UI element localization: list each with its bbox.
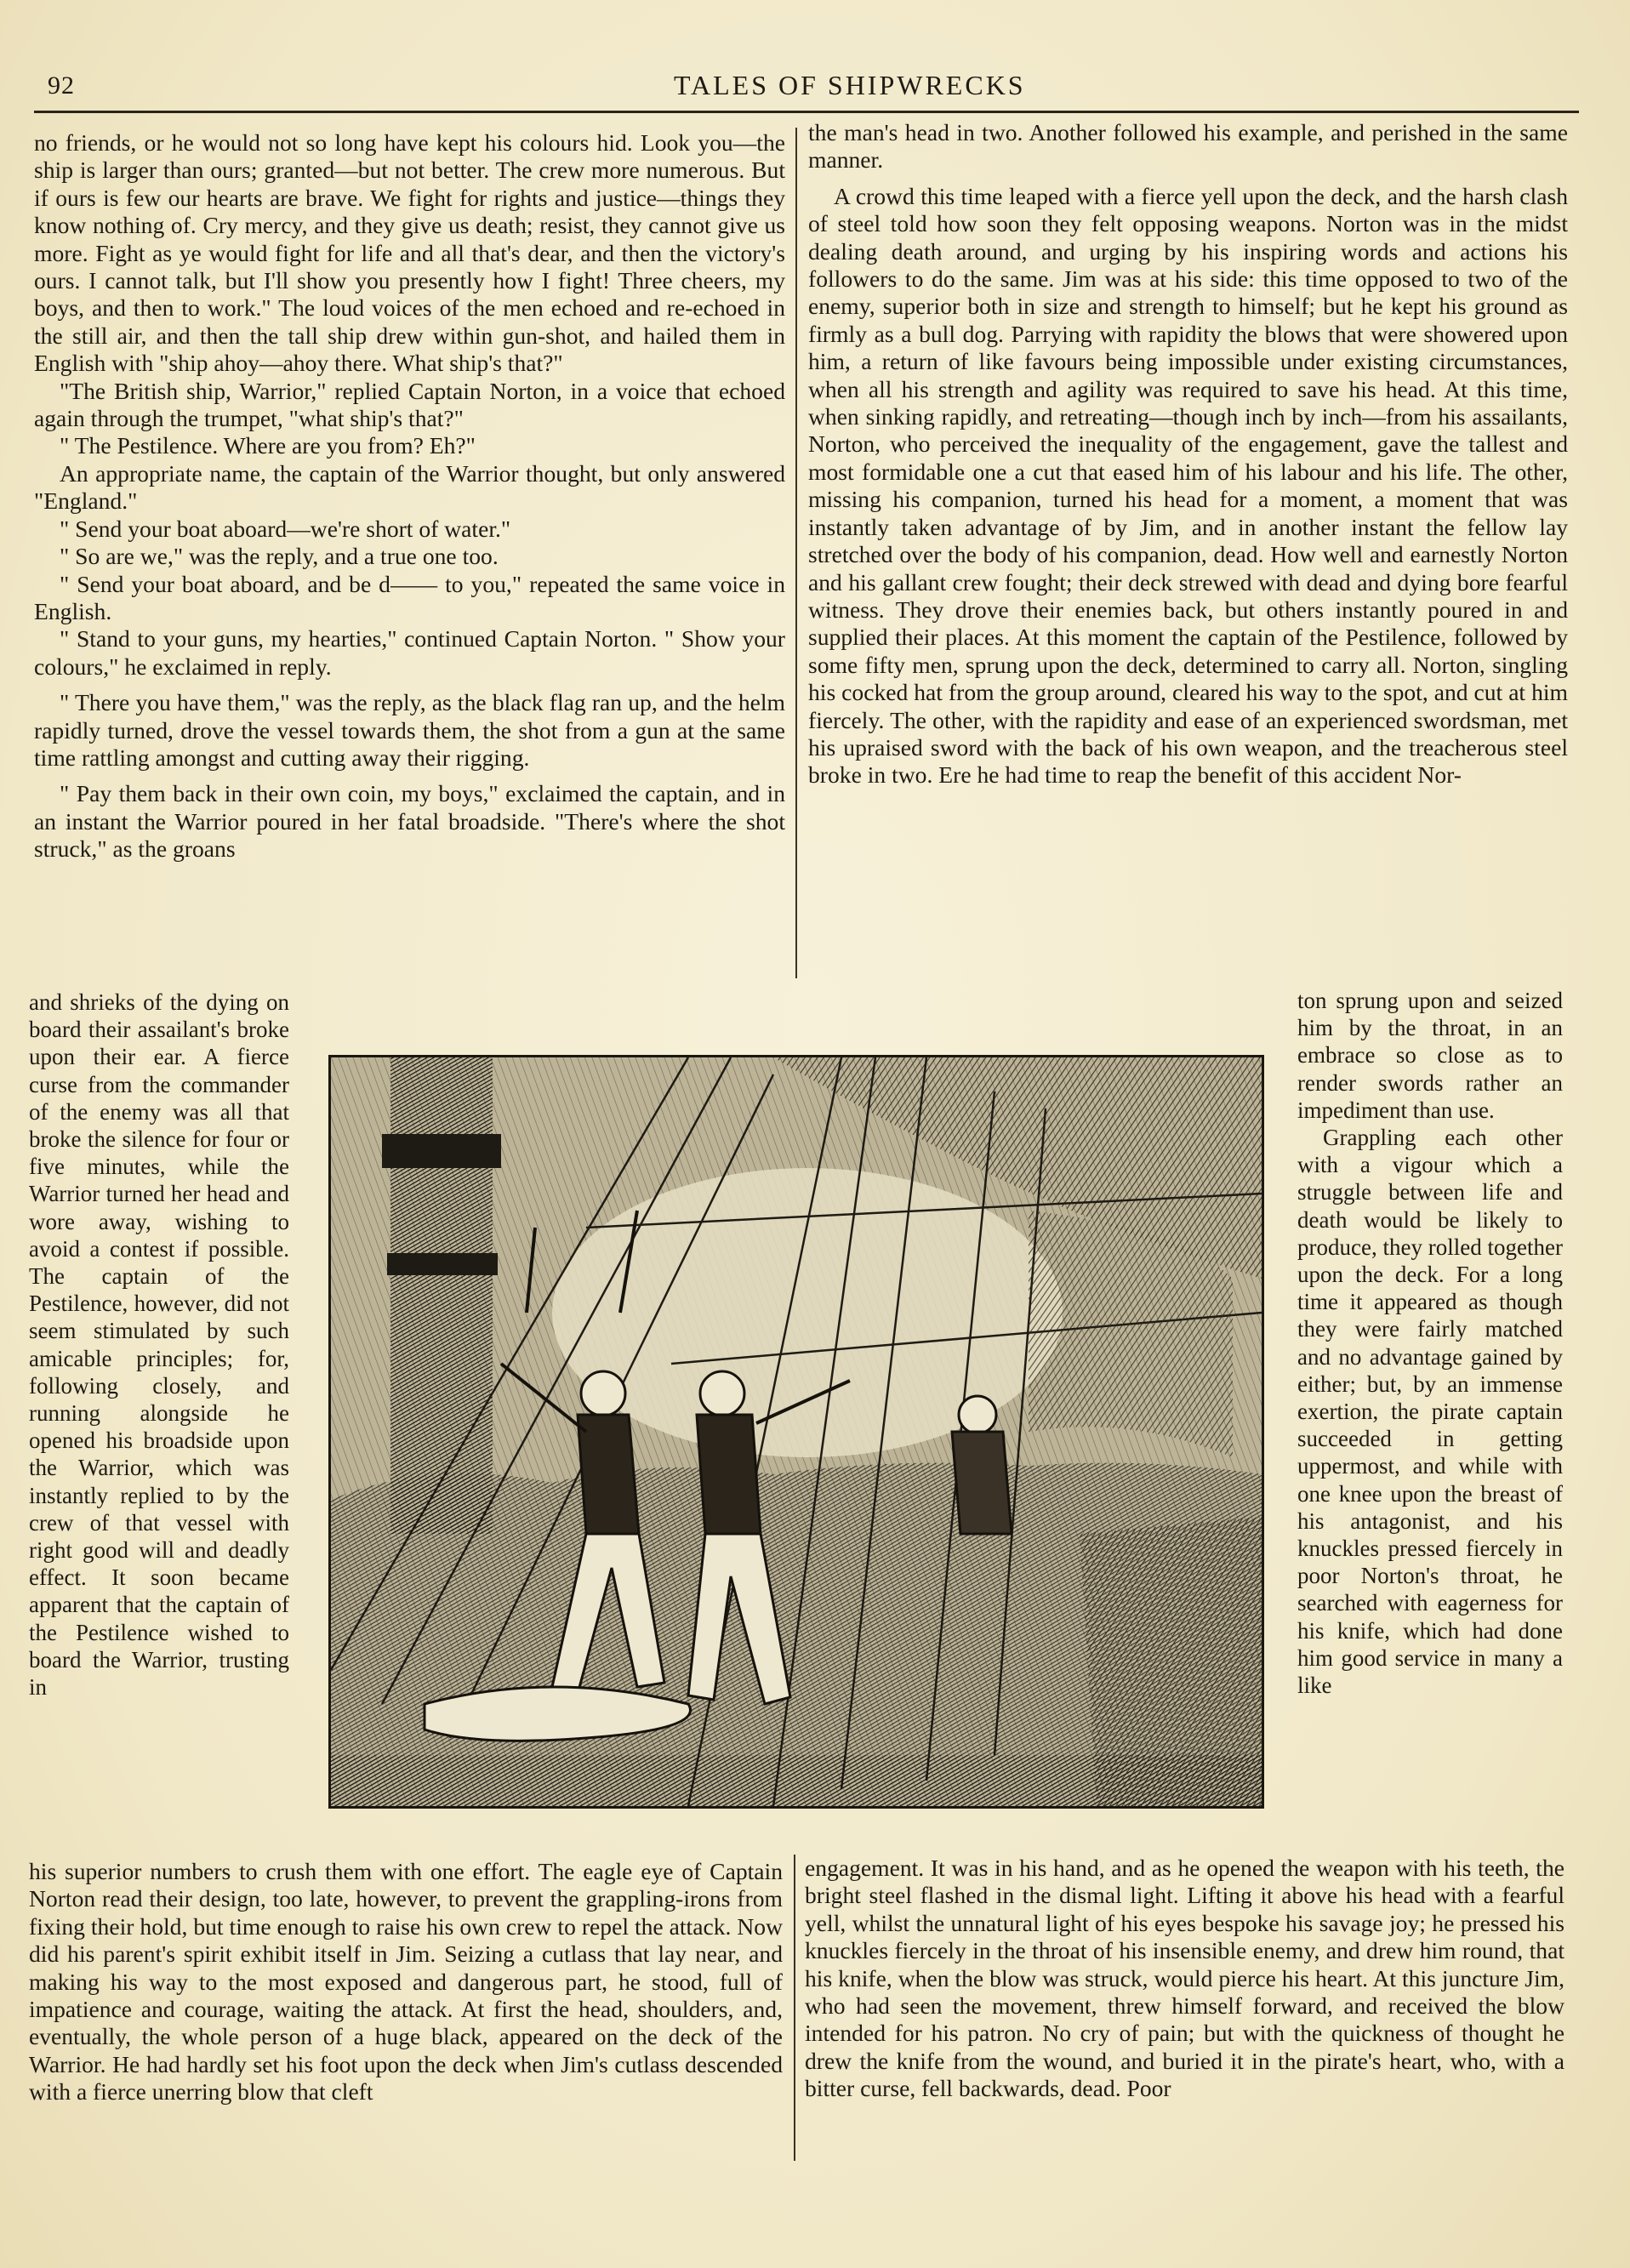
paragraph: ton sprung upon and seized him by the throat, in an embrace so close as to render swords rather an impediment than use.	[1297, 988, 1563, 1123]
engraving-image	[331, 1057, 1262, 1806]
column-divider	[794, 1855, 795, 2161]
page-number: 92	[48, 71, 75, 100]
right-column-bottom	[805, 1855, 1564, 2161]
paragraph: " There you have them," was the reply, as the black flag ran up, and the helm rapidly turned, drove the vessel towards them, the shot from a gun at the same time rattling amongst and cutting away their rigging.	[34, 689, 785, 771]
paragraph: Grappling each other with a vigour which a struggle between life and death would be likely to produce, they rolled together upon the deck. For a long time it appeared as though they were fairly matched and no advantage gained by either; but, by an immense exertion, the pirate captain succeeded in getting uppermost, and while with one knee upon the breast of his antagonist, and his knuckles pressed fiercely in poor Norton's throat, he searched with eagerness for his knife, which had done him good service in many a like	[1297, 1125, 1563, 1699]
paragraph: and shrieks of the dying on board their assailant's broke upon their ear. A fierce curse from the commander of the enemy was all that broke the silence for four or five minutes, while the Warrior turned her head and wore away, wishing to avoid a contest if possible. The captain of the Pestilence, however, did not seem stimulated by such amicable principles; for, following closely, and running alongside he opened his broadside upon the Warrior, which was instantly replied to by the crew of that vessel with right good will and deadly effect. It soon became apparent that the captain of the Pestilence wished to board the Warrior, trusting in	[29, 989, 289, 1701]
paragraph: engagement. It was in his hand, and as he opened the weapon with his teeth, the bright steel flashed in the dismal light. Lifting it above his head with a fearful yell, whilst the unnatural light of his eyes bespoke his savage joy; he pressed his knuckles fiercely in the throat of his insensible enemy, and drew him round, that his knife, when the blow was struck, would pierce his heart. At this juncture Jim, who had seen the movement, threw himself forward, and received the blow intended for his patron. No cry of pain; but with the quickness of thought he drew the knife from the wound, and buried it in the pirate's heart, who, with a bitter curse, fell backwards, dead. Poor	[805, 1855, 1564, 2102]
paragraph: " Send your boat aboard—we're short of water."	[60, 515, 511, 542]
left-column-narrow	[29, 989, 289, 1858]
left-column-bottom	[29, 1858, 783, 2159]
column-divider	[795, 128, 797, 978]
paragraph: " Send your boat aboard, and be d—— to you," repeated the same voice in English.	[34, 570, 785, 624]
right-column-top	[808, 119, 1568, 995]
paragraph: "The British ship, Warrior," replied Captain Norton, in a voice that echoed again through the trumpet, "what ship's that?"	[34, 377, 785, 432]
header-rule	[34, 111, 1579, 113]
page-header	[44, 66, 1576, 117]
paragraph: " Stand to your guns, my hearties," continued Captain Norton. " Show your colours," he exclaimed in reply.	[34, 625, 785, 680]
paragraph: An appropriate name, the captain of the Warrior thought, but only answered "England."	[34, 459, 785, 515]
running-title: TALES OF SHIPWRECKS	[674, 70, 1026, 100]
engraving-illustration	[328, 1055, 1264, 1809]
paragraph: " So are we," was the reply, and a true one too.	[60, 543, 499, 570]
paragraph: no friends, or he would not so long have kept his colours hid. Look you—the ship is larger than ours; granted—but not better. The crew more numerous. But if ours is few our hearts are brave. We fight for rights and justice—things they know nothing of. Cry mercy, and they give us death; resist, they cannot give us more. Fight as ye would fight for life and all that's dear, and then the victory's ours. I cannot talk, but I'll show you presently how I fight! Three cheers, my boys, and then to work." The loud voices of the men echoed and re-echoed in the still air, and then the tall ship drew within gun-shot, and hailed them in English with "ship ahoy—ahoy there. What ship's that?"	[34, 129, 785, 377]
paragraph: " The Pestilence. Where are you from? Eh?"	[60, 432, 476, 459]
paragraph: his superior numbers to crush them with one effort. The eagle eye of Captain Norton read their design, too late, however, to prevent the grappling-irons from fixing their hold, but time enough to raise his own crew to repel the attack. Now did his parent's spirit exhibit itself in Jim. Seizing a cutlass that lay near, and making his way to the most exposed and dangerous part, he stood, full of impatience and courage, waiting the attack. At first the head, shoulders, and, eventually, the whole person of a huge black, appeared on the deck of the Warrior. He had hardly set his foot upon the deck when Jim's cutlass descended with a fierce unerring blow that cleft	[29, 1858, 783, 2106]
right-column-narrow	[1297, 987, 1563, 1855]
paragraph: A crowd this time leaped with a fierce yell upon the deck, and the harsh clash of steel told how soon they felt opposing weapons. Norton was in the midst dealing death around, and urging by his inspiring words and actions his followers to do the same. Jim was at his side: this time opposed to two of the enemy, superior both in size and strength to himself; but he kept his ground as firmly as a bull dog. Parrying with rapidity the blows that were showered upon him, a return of like favours being impossible under existing circumstances, when all his strength and agility was required to save his head. At this time, when sinking rapidly, and retreating—though inch by inch—from his assailants, Norton, who perceived the inequality of the engagement, gave the tallest and most formidable one a cut that eased him of his labour and his life. The other, missing his companion, turned his head for a moment, a moment that was instantly taken advantage of by Jim, and in another instant the fellow lay stretched over the body of his companion, dead. How well and earnestly Norton and his gallant crew fought; their deck strewed with dead and dying bore fearful witness. They drove their enemies back, but others instantly poured in and supplied their places. At this moment the captain of the Pestilence, followed by some fifty men, sprung upon the deck, determined to carry all. Norton, singling his cocked hat from the group around, cleared his way to the spot, and cut at him fiercely. The other, with the rapidity and ease of an experienced swordsman, met his upraised sword with the back of his own weapon, and the treacherous steel broke in two. Ere he had time to reap the benefit of this accident Nor-	[808, 182, 1568, 789]
paragraph: the man's head in two. Another followed his example, and perished in the same manner.	[808, 119, 1568, 174]
paragraph: " Pay them back in their own coin, my boys," exclaimed the captain, and in an instant the Warrior poured in her fatal broadside. "There's where the shot struck," as the groans	[34, 780, 785, 863]
left-column-top	[34, 129, 785, 980]
